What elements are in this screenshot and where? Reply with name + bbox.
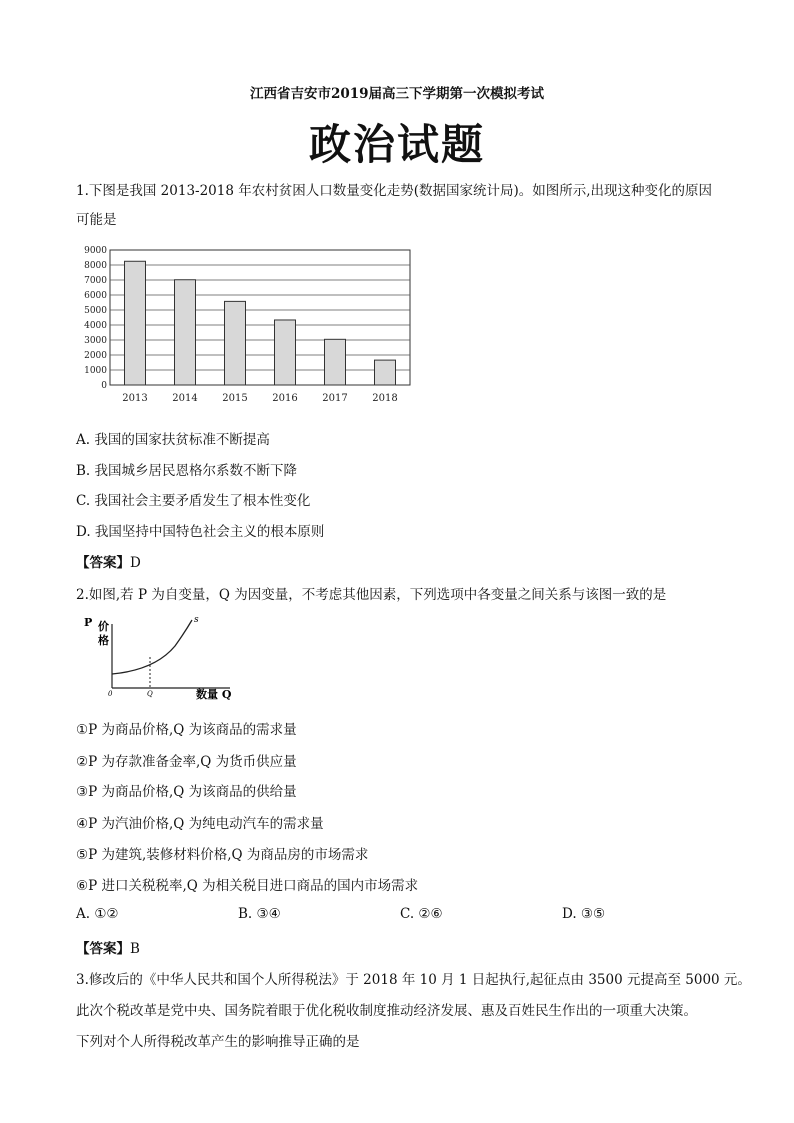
fig-x-label: 数量 Q [196,688,232,701]
q1-answer-value: D [130,555,141,571]
q1-option-b: B. 我国城乡居民恩格尔系数不断下降 [76,463,298,479]
q2-item-3: ③P 为商品价格,Q 为该商品的供给量 [76,784,297,800]
chart-xtick-label: 2014 [172,393,198,404]
chart-xtick-label: 2017 [322,393,348,404]
q1-stem-line1: 1.下图是我国 2013-2018 年农村贫困人口数量变化走势(数据国家统计局)。如图所示,出现这种变化的原因 [76,183,713,199]
chart-ytick-label: 8000 [84,261,107,271]
fig-tick-label: Q [147,690,153,698]
fig-label-p: P [84,616,93,629]
chart-bar [175,280,196,385]
fig-label-jia: 价 [98,620,109,633]
q3-line2: 此次个税改革是党中央、国务院着眼于优化税收制度推动经济发展、惠及百姓民生作出的一项重大决策。 [76,1003,697,1019]
q3-line3: 下列对个人所得税改革产生的影响推导正确的是 [76,1034,360,1050]
chart-ytick-label: 5000 [84,306,107,316]
q2-stem: 2.如图,若 P 为自变量，Q 为因变量，不考虑其他因素，下列选项中各变量之间关系与该图一致的是 [76,587,667,603]
chart-bar [375,360,396,385]
chart-bar [225,301,246,385]
fig-supply-curve [112,620,192,674]
exam-title: 政治试题 [308,120,485,169]
chart-ytick-label: 4000 [84,321,107,331]
q2-choice-d: D. ③⑤ [562,906,606,922]
q1-option-c: C. 我国社会主要矛盾发生了根本性变化 [76,493,311,509]
fig-origin-label: 0 [108,690,113,698]
q2-choice-a: A. ①② [76,906,119,922]
q1-option-a: A. 我国的国家扶贫标准不断提高 [76,432,270,448]
chart-bar [125,261,146,385]
q2-item-2: ②P 为存款准备金率,Q 为货币供应量 [76,754,297,770]
chart-ytick-label: 0 [101,381,107,391]
q2-answer-value: B [130,941,140,957]
chart-xtick-label: 2013 [122,393,148,404]
chart-xtick-label: 2016 [272,393,298,404]
q2-answer [76,937,140,957]
chart-ytick-label: 6000 [84,291,107,301]
chart-ytick-label: 1000 [84,366,107,376]
exam-subtitle: 江西省吉安市2019届高三下学期第一次模拟考试 [249,86,545,102]
q3-line1: 3.修改后的《中华人民共和国个人所得税法》于 2018 年 10 月 1 日起执行,起征点由 3500 元提高至 5000 元。 [76,972,751,988]
q2-item-5: ⑤P 为建筑,装修材料价格,Q 为商品房的市场需求 [76,847,369,863]
q1-answer [76,551,141,571]
chart-ytick-label: 3000 [84,336,107,346]
chart-ytick-label: 9000 [84,246,107,256]
q2-choice-b: B. ③④ [238,906,281,922]
chart-xtick-label: 2015 [222,393,248,404]
q1-stem-line2: 可能是 [76,212,117,228]
chart-bar [275,320,296,385]
fig-label-ge: 格 [98,634,109,647]
q1-option-d: D. 我国坚持中国特色社会主义的根本原则 [76,524,325,540]
supply-curve-figure [80,612,250,704]
chart-bar [325,339,346,385]
chart-xtick-label: 2018 [372,393,398,404]
q2-choice-c: C. ②⑥ [400,906,443,922]
q2-item-4: ④P 为汽油价格,Q 为纯电动汽车的需求量 [76,816,324,832]
chart-frame [110,250,410,385]
q2-item-1: ①P 为商品价格,Q 为该商品的需求量 [76,722,297,738]
chart-ytick-label: 7000 [84,276,107,286]
fig-curve-label: s [194,615,199,625]
chart-ytick-label: 2000 [84,351,107,361]
q2-answer-label: 【答案】 [76,941,130,957]
q1-answer-label: 【答案】 [76,555,130,571]
poverty-bar-chart [70,240,430,410]
q2-item-6: ⑥P 进口关税税率,Q 为相关税目进口商品的国内市场需求 [76,878,419,894]
